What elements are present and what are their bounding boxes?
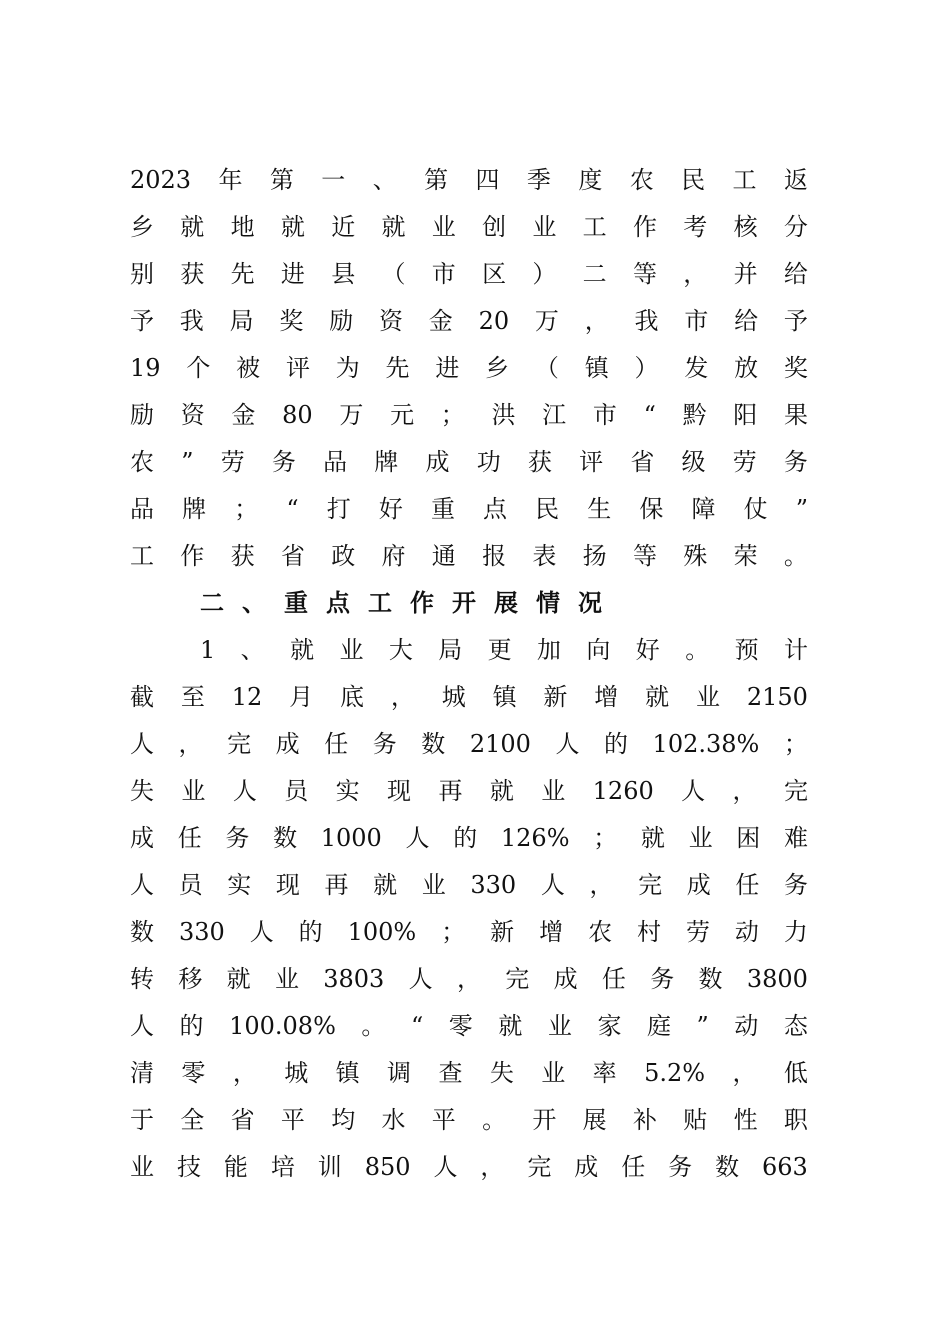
text-line: 业 技 能 培 训 850 人 ， 完 成 任 务 数 663 [130, 1153, 808, 1181]
text-line: 截 至 12 月 底 ， 城 镇 新 增 就 业 2150 [130, 683, 808, 711]
text-line: 予 我 局 奖 励 资 金 20 万 ， 我 市 给 予 [130, 307, 808, 335]
text-line: 人 的 100.08% 。 “ 零 就 业 家 庭 ” 动 态 [130, 1012, 808, 1040]
text-line: 别 获 先 进 县 （ 市 区 ） 二 等 ， 并 给 [130, 260, 808, 288]
text-line: 失 业 人 员 实 现 再 就 业 1260 人 ， 完 [130, 777, 808, 805]
text-line: 数 330 人 的 100% ； 新 增 农 村 劳 动 力 [130, 918, 808, 946]
text-line: 励 资 金 80 万 元 ； 洪 江 市 “ 黔 阳 果 [130, 401, 808, 429]
text-line: 转 移 就 业 3803 人 ， 完 成 任 务 数 3800 [130, 965, 808, 993]
text-line: 乡 就 地 就 近 就 业 创 业 工 作 考 核 分 [130, 213, 808, 241]
text-line: 人 员 实 现 再 就 业 330 人 ， 完 成 任 务 [130, 871, 808, 899]
text-line: 成 任 务 数 1000 人 的 126% ； 就 业 困 难 [130, 824, 808, 852]
section-heading: 二、重点工作开展情况 [200, 589, 620, 617]
text-line: 农 ” 劳 务 品 牌 成 功 获 评 省 级 劳 务 [130, 448, 808, 476]
text-line: 于 全 省 平 均 水 平 。 开 展 补 贴 性 职 [130, 1106, 808, 1134]
text-line: 1 、 就 业 大 局 更 加 向 好 。 预 计 [200, 636, 808, 664]
text-line: 19 个 被 评 为 先 进 乡 （ 镇 ） 发 放 奖 [130, 354, 808, 382]
text-line: 品 牌 ； “ 打 好 重 点 民 生 保 障 仗 ” [130, 495, 808, 523]
text-line: 人 ， 完 成 任 务 数 2100 人 的 102.38% ； [130, 730, 808, 758]
text-line: 清 零 ， 城 镇 调 查 失 业 率 5.2% ， 低 [130, 1059, 808, 1087]
text-line: 工 作 获 省 政 府 通 报 表 扬 等 殊 荣 。 [130, 542, 808, 570]
text-line: 2023 年 第 一 、 第 四 季 度 农 民 工 返 [130, 166, 808, 194]
